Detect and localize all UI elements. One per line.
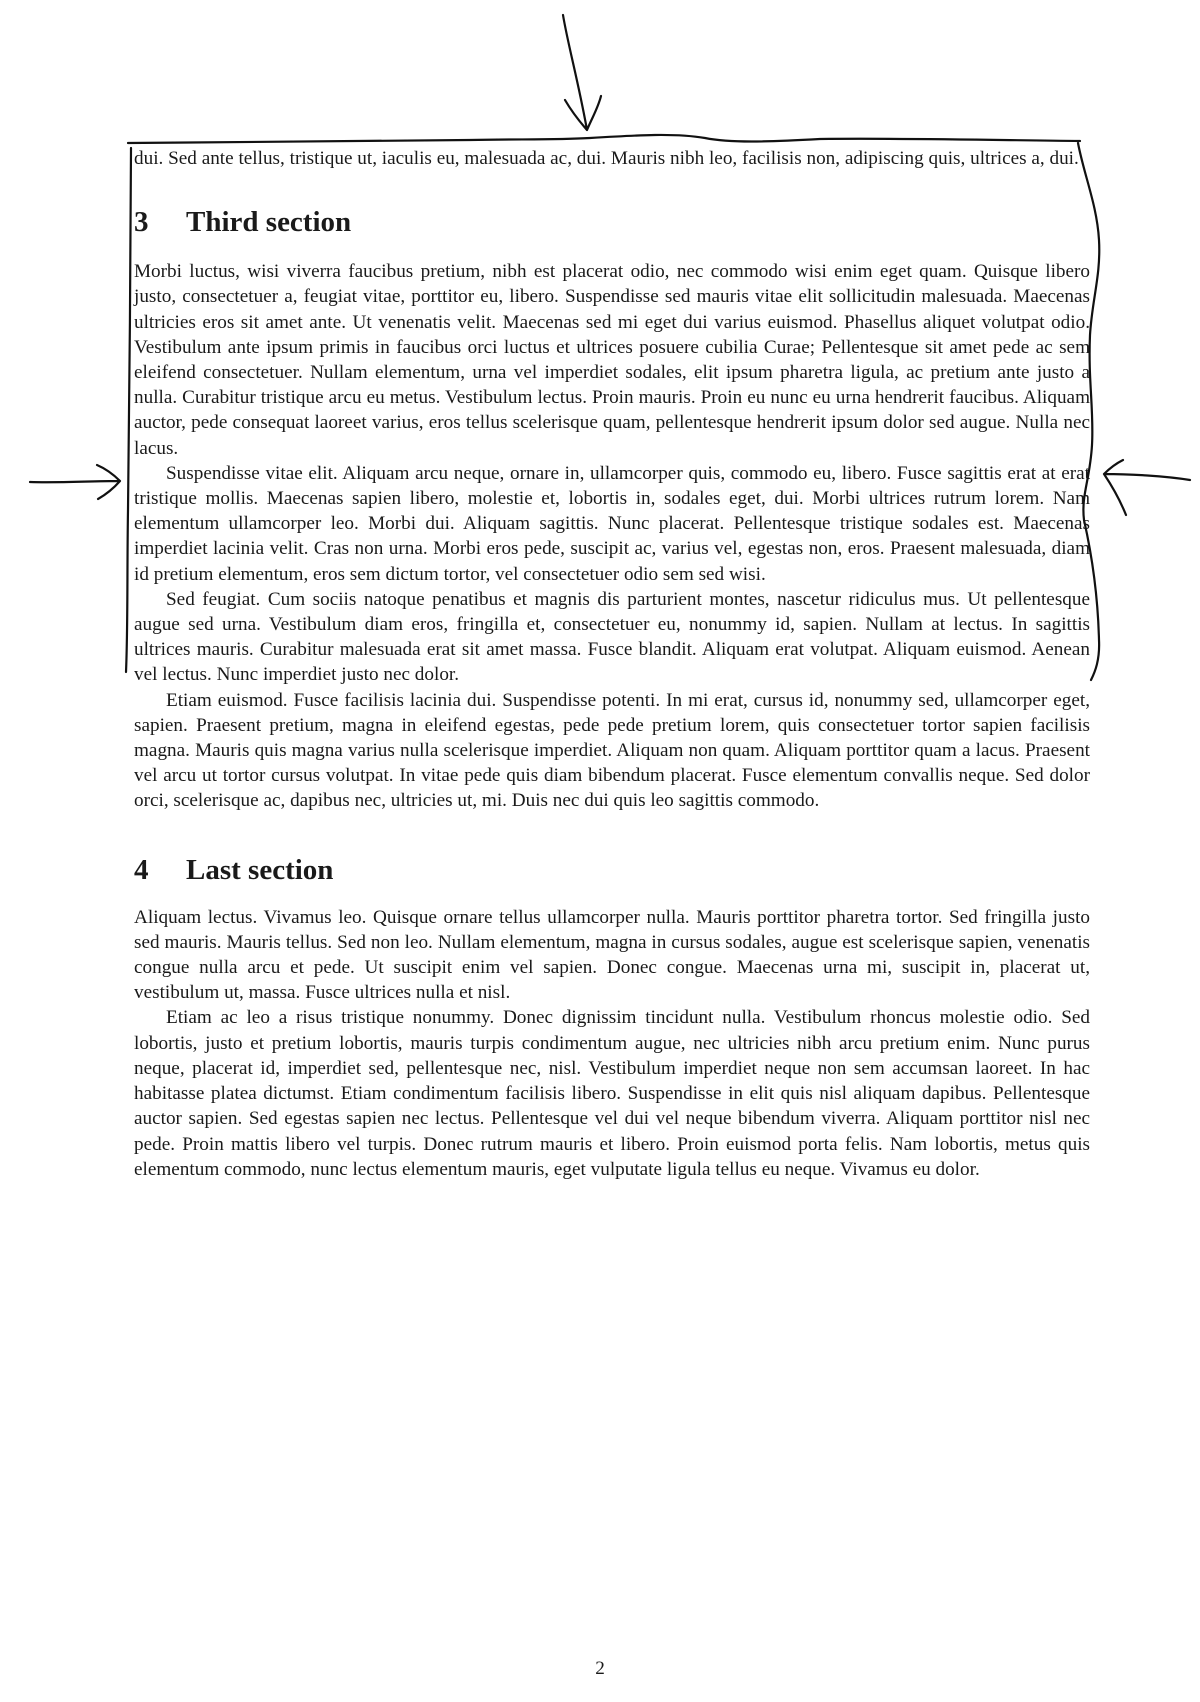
annotation-box-right-edge — [1078, 143, 1099, 680]
left-arrow-icon — [30, 465, 120, 499]
section-4-paragraph-1: Aliquam lectus. Vivamus leo. Quisque ornare tellus ullamcorper nulla. Mauris porttitor pharetra tortor. Sed fringilla justo sed mauris. Mauris tellus. Sed non leo. Nullam elementum, magna in cursus sodales, augue est scelerisque sapien, venenatis congue nulla arcu et pede. Ut suscipit enim vel sapien. Donec congue. Maecenas urna mi, suscipit in, placerat ut, vestibulum ut, massa. Fusce ultrices nulla et nisl. — [134, 906, 1090, 1004]
section-4-title: Last section — [186, 853, 334, 886]
annotation-box-top-edge — [128, 135, 1080, 143]
right-arrow-icon — [1104, 460, 1190, 515]
section-3-number: 3 — [134, 206, 149, 239]
section-3-paragraph-3: Sed feugiat. Cum sociis natoque penatibus et magnis dis parturient montes, nascetur ridiculus mus. Ut pellentesque augue sed urna. Vestibulum diam eros, fringilla et, consectetuer eu, nonummy id, sapien. Nullam at lectus. In sagittis ultrices mauris. Curabitur malesuada erat sit amet massa. Fusce blandit. Aliquam erat volutpat. Aliquam euismod. Aenean vel lectus. Nunc imperdiet justo nec dolor. — [134, 588, 1090, 686]
carryover-paragraph: dui. Sed ante tellus, tristique ut, iaculis eu, malesuada ac, dui. Mauris nibh leo, facilisis non, adipiscing quis, ultrices a, dui. — [134, 148, 1079, 169]
top-arrow-icon — [563, 15, 601, 130]
page-number: 2 — [595, 1658, 605, 1679]
section-3-paragraph-2: Suspendisse vitae elit. Aliquam arcu neque, ornare in, ullamcorper quis, commodo eu, libero. Fusce sagittis erat at erat tristique mollis. Maecenas sapien libero, molestie et, lobortis in, sodales eget, dui. Morbi ultrices rutrum lorem. Nam elementum ullamcorper leo. Morbi dui. Aliquam sagittis. Nunc placerat. Pellentesque tristique sodales est. Maecenas imperdiet lacinia velit. Cras non urna. Morbi eros pede, suscipit ac, varius vel, egestas non, eros. Praesent malesuada, diam id pretium elementum, eros sem dictum tortor, vel consectetuer odio sem sed wisi. — [134, 462, 1090, 585]
section-4-paragraph-2: Etiam ac leo a risus tristique nonummy. Donec dignissim tincidunt nulla. Vestibulum rhoncus molestie odio. Sed lobortis, justo et pretium lobortis, mauris turpis condimentum augue, nec ultricies nibh arcu pretium enim. Nunc purus neque, placerat id, imperdiet sed, pellentesque nec, nisl. Vestibulum imperdiet neque non sem accumsan laoreet. In hac habitasse platea dictumst. Etiam condimentum facilisis libero. Suspendisse in elit quis nisl aliquam dapibus. Pellentesque auctor sapien. Sed egestas sapien nec lectus. Pellentesque vel dui vel neque bibendum viverra. Aliquam porttitor nisl nec pede. Proin mattis libero vel turpis. Donec rutrum mauris et libero. Proin euismod porta felis. Nam lobortis, metus quis elementum commodo, nunc lectus elementum mauris, eget vulputate ligula tellus eu neque. Vivamus eu dolor. — [134, 1007, 1090, 1180]
annotation-box-left-edge — [126, 148, 131, 672]
section-3-title: Third section — [186, 206, 352, 239]
section-4-number: 4 — [134, 853, 149, 886]
section-3-paragraph-1: Morbi luctus, wisi viverra faucibus pretium, nibh est placerat odio, nec commodo wisi enim eget quam. Quisque libero justo, consectetuer a, feugiat vitae, porttitor eu, libero. Suspendisse sed mauris vitae elit sollicitudin malesuada. Maecenas ultricies eros sit amet ante. Ut venenatis velit. Maecenas sed mi eget dui varius euismod. Phasellus aliquet volutpat odio. Vestibulum ante ipsum primis in faucibus orci luctus et ultrices posuere cubilia Curae; Pellentesque sit amet pede ac sem eleifend consectetuer. Nullam elementum, urna vel imperdiet sodales, elit ipsum pharetra ligula, ac pretium ante justo a nulla. Curabitur tristique arcu eu metus. Vestibulum lectus. Proin mauris. Proin eu nunc eu urna hendrerit faucibus. Aliquam auctor, pede consequat laoreet varius, eros tellus scelerisque quam, pellentesque hendrerit ipsum dolor sed augue. Nulla nec lacus. — [134, 261, 1090, 459]
section-3-paragraph-4: Etiam euismod. Fusce facilisis lacinia dui. Suspendisse potenti. In mi erat, cursus id, nonummy sed, ullamcorper eget, sapien. Praesent pretium, magna in eleifend egestas, pede pede pretium lorem, quis consectetuer tortor sapien facilisis magna. Mauris quis magna varius nulla scelerisque imperdiet. Aliquam non quam. Aliquam porttitor quam a lacus. Praesent vel arcu ut tortor cursus volutpat. In vitae pede quis diam bibendum placerat. Fusce elementum convallis neque. Sed dolor orci, scelerisque ac, dapibus nec, ultricies ut, mi. Duis nec dui quis leo sagittis commodo. — [134, 689, 1090, 812]
